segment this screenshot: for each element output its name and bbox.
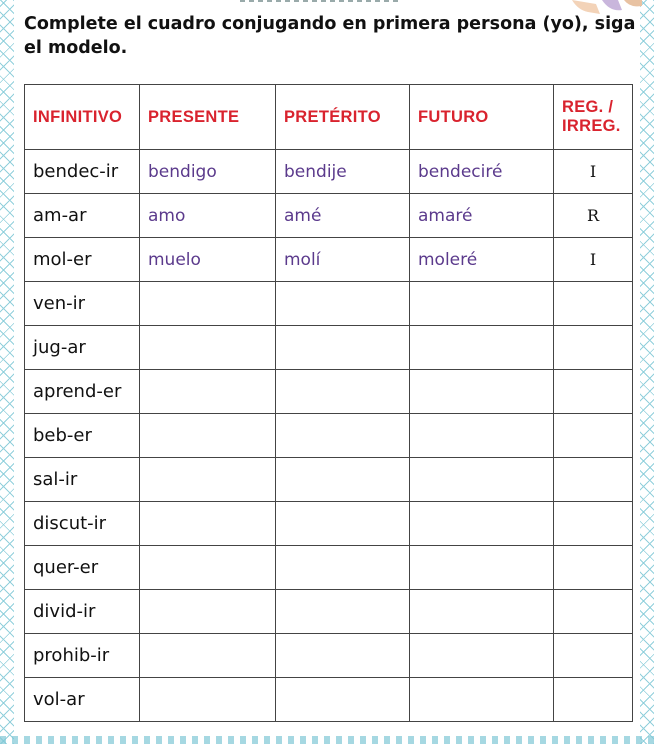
cell-preterito[interactable] xyxy=(276,546,410,590)
cell-presente[interactable] xyxy=(140,370,276,414)
cell-reg-irreg[interactable] xyxy=(554,414,633,458)
cell-futuro[interactable] xyxy=(410,634,554,678)
table-row xyxy=(25,546,633,590)
cell-futuro[interactable] xyxy=(410,590,554,634)
cell-reg-irreg[interactable] xyxy=(554,282,633,326)
cell-infinitivo: ven-ir xyxy=(25,282,140,326)
cell-futuro[interactable] xyxy=(410,414,554,458)
cell-futuro[interactable] xyxy=(410,282,554,326)
table-header-row xyxy=(25,85,633,150)
table-row xyxy=(25,414,633,458)
cell-preterito: molí xyxy=(276,238,410,282)
decorative-border-left xyxy=(0,0,14,744)
cell-presente[interactable] xyxy=(140,678,276,722)
cell-reg-irreg[interactable] xyxy=(554,458,633,502)
cell-reg-irreg[interactable] xyxy=(554,502,633,546)
cell-futuro: moleré xyxy=(410,238,554,282)
cell-infinitivo: beb-er xyxy=(25,414,140,458)
decorative-border-bottom xyxy=(0,736,654,744)
cell-futuro[interactable] xyxy=(410,546,554,590)
cell-infinitivo: mol-er xyxy=(25,238,140,282)
cell-presente: bendigo xyxy=(140,150,276,194)
cell-infinitivo: jug-ar xyxy=(25,326,140,370)
table-row xyxy=(25,634,633,678)
header-presente: PRESENTE xyxy=(140,85,276,150)
cell-reg-irreg[interactable] xyxy=(554,370,633,414)
cell-reg-irreg[interactable] xyxy=(554,634,633,678)
cell-preterito[interactable] xyxy=(276,414,410,458)
cell-reg-irreg: R xyxy=(554,194,633,238)
instructions-text: Complete el cuadro conjugando en primera persona (yo), siga el modelo. xyxy=(24,14,636,58)
header-infinitivo: INFINITIVO xyxy=(25,85,140,150)
cell-infinitivo: aprend-er xyxy=(25,370,140,414)
cell-presente[interactable] xyxy=(140,502,276,546)
header-reg-irreg: REG. / IRREG. xyxy=(554,85,633,150)
cell-reg-irreg[interactable] xyxy=(554,678,633,722)
header-preterito: PRETÉRITO xyxy=(276,85,410,150)
cell-infinitivo: sal-ir xyxy=(25,458,140,502)
cell-preterito[interactable] xyxy=(276,502,410,546)
table-row xyxy=(25,150,633,194)
cell-infinitivo: divid-ir xyxy=(25,590,140,634)
table-row xyxy=(25,326,633,370)
cell-preterito: amé xyxy=(276,194,410,238)
cell-presente[interactable] xyxy=(140,414,276,458)
cell-reg-irreg[interactable] xyxy=(554,546,633,590)
cell-infinitivo: am-ar xyxy=(25,194,140,238)
header-futuro: FUTURO xyxy=(410,85,554,150)
cell-reg-irreg[interactable] xyxy=(554,326,633,370)
cell-reg-irreg: I xyxy=(554,150,633,194)
table-row xyxy=(25,194,633,238)
cell-reg-irreg[interactable] xyxy=(554,590,633,634)
table-row xyxy=(25,502,633,546)
cell-presente[interactable] xyxy=(140,458,276,502)
cell-infinitivo: bendec-ir xyxy=(25,150,140,194)
cell-reg-irreg: I xyxy=(554,238,633,282)
cell-preterito[interactable] xyxy=(276,678,410,722)
cell-infinitivo: prohib-ir xyxy=(25,634,140,678)
decorative-border-right xyxy=(640,0,654,744)
cell-futuro[interactable] xyxy=(410,678,554,722)
cell-presente: amo xyxy=(140,194,276,238)
cell-presente: muelo xyxy=(140,238,276,282)
cell-infinitivo: quer-er xyxy=(25,546,140,590)
conjugation-table xyxy=(24,84,633,722)
cell-presente[interactable] xyxy=(140,326,276,370)
table-row xyxy=(25,370,633,414)
table-row xyxy=(25,590,633,634)
table-row xyxy=(25,458,633,502)
cell-preterito[interactable] xyxy=(276,326,410,370)
cell-futuro[interactable] xyxy=(410,326,554,370)
cell-preterito[interactable] xyxy=(276,590,410,634)
cell-futuro: bendeciré xyxy=(410,150,554,194)
cell-presente[interactable] xyxy=(140,634,276,678)
cell-infinitivo: vol-ar xyxy=(25,678,140,722)
cell-presente[interactable] xyxy=(140,282,276,326)
cell-preterito[interactable] xyxy=(276,634,410,678)
cell-presente[interactable] xyxy=(140,546,276,590)
cell-futuro[interactable] xyxy=(410,370,554,414)
cell-futuro[interactable] xyxy=(410,458,554,502)
table-row xyxy=(25,678,633,722)
cell-preterito: bendije xyxy=(276,150,410,194)
cell-futuro: amaré xyxy=(410,194,554,238)
cell-preterito[interactable] xyxy=(276,370,410,414)
cell-infinitivo: discut-ir xyxy=(25,502,140,546)
table-row xyxy=(25,238,633,282)
cell-preterito[interactable] xyxy=(276,458,410,502)
cell-preterito[interactable] xyxy=(276,282,410,326)
table-row xyxy=(25,282,633,326)
cell-futuro[interactable] xyxy=(410,502,554,546)
cell-presente[interactable] xyxy=(140,590,276,634)
decorative-top-dash xyxy=(240,0,400,2)
